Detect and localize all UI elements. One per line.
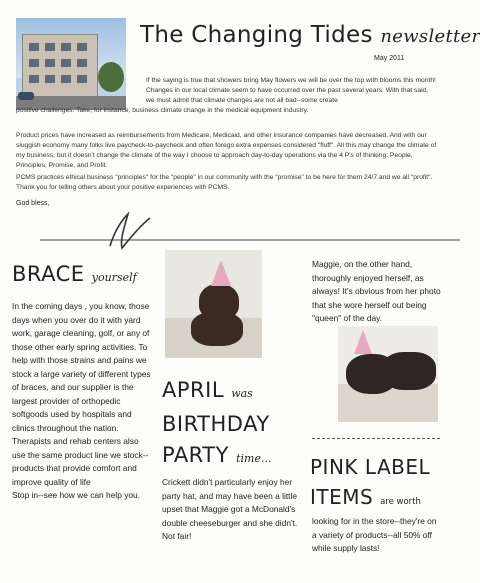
- brace-heading-small: yourself: [91, 271, 137, 284]
- birthday-word-party: PARTY: [162, 443, 229, 467]
- brace-article: [12, 300, 152, 503]
- brace-heading: [12, 262, 137, 286]
- intro-paragraph-2: Product prices have increased as reimbursements from Medicare, Medicaid, and other insurance companies have decreased. And with our sluggish economy many folks live paycheck-to-paycheck and often forego extra expenses considered "fluff". All this may change the climate of my business, but it doesn't change the climate of the way I choose to approach day-to-day operations via the 4 P's of thinking: People, Principles, Promise, and Profit.: [16, 132, 437, 169]
- crickett-article: Crickett didn't particularly enjoy her party hat, and may have been a little upset that Maggie got a McDonald's double cheeseburger and she didn't. Not fair!: [162, 477, 298, 541]
- pink-heading-small: are worth: [380, 497, 421, 507]
- pink-label-article: looking for in the store--they're on a variety of products--all 50% off while supply lasts!: [312, 516, 437, 553]
- birthday-word-was: was: [231, 387, 253, 400]
- title-main: The Changing Tides: [140, 22, 373, 48]
- issue-date: May 2011: [374, 55, 405, 62]
- pink-heading-items: ITEMS: [310, 485, 374, 509]
- birthday-heading: [162, 375, 312, 474]
- maggie-article: Maggie, on the other hand, thoroughly enjoyed herself, as always! It's obvious from her photo that she wore herself out being "queen" of the day.: [312, 259, 441, 323]
- birthday-word-time: time...: [236, 452, 272, 465]
- title-sub: newsletter: [380, 26, 480, 47]
- brace-body: In the coming days , you know, those days when you over do it with yard work, garage cleaning, golf, or any of those other early spring activities. To help with those strains and pains we stock a large variety of different types of braces, and our supplier is the largest provider of orthopedic softgoods used by hospitals and clinics throughout the nation. Therapists and rehab centers also use the same product line we stock--products that provide comfort and improve quality of life: [12, 301, 151, 487]
- intro-paragraph-1: If the saying is true that showers bring May flowers we will be over the top with blooms this month! Changes in our local climate seem to have occurred over the past several years. With that said, we must admit that climate changes are not all bad--some create: [146, 77, 436, 104]
- intro-paragraph-1-end: positive challenges. Take, for instance, business climate change in the medical equipment industry.: [16, 107, 309, 114]
- maggie-photo: [338, 326, 438, 422]
- closing-text: God bless,: [16, 200, 50, 207]
- birthday-word-birthday: BIRTHDAY: [162, 412, 270, 436]
- pink-heading-line1: PINK LABEL: [310, 455, 431, 479]
- birthday-word-april: APRIL: [162, 378, 225, 402]
- dashed-divider: [312, 438, 440, 439]
- newsletter-title: [140, 22, 480, 48]
- pink-label-heading: [310, 452, 445, 517]
- brace-closing: Stop in--see how we can help you.: [12, 490, 141, 500]
- brace-heading-main: BRACE: [12, 262, 85, 286]
- building-photo: [16, 18, 126, 110]
- intro-paragraph-3: PCMS practices ethical business "principles" for the "people" in our community with the "promise" to be here for them 24/7 and we all "profit". Thank you for telling others about your positive experiences with PCMS.: [16, 174, 433, 191]
- crickett-photo: [165, 250, 262, 358]
